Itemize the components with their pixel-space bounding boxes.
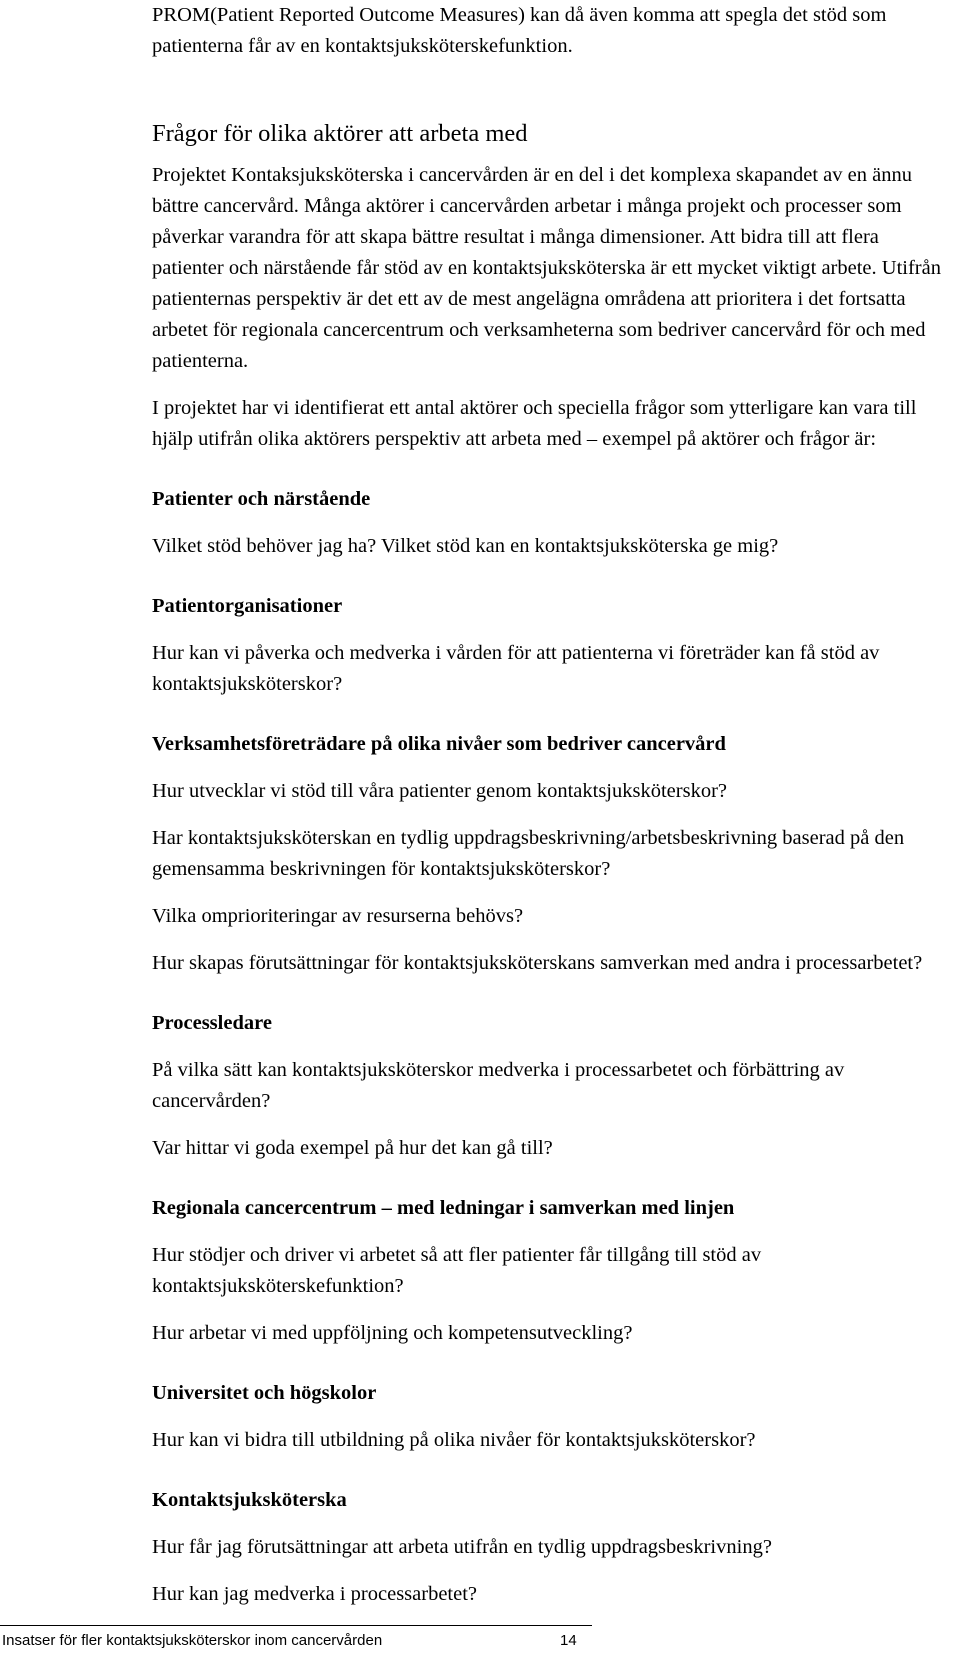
group-regional-cancer-centres <box>152 1193 944 1349</box>
group-question: Hur kan vi påverka och medverka i vården för att patienterna vi företräder kan få stöd av kontaktsjuksköterskor? <box>152 642 880 695</box>
group-heading: Regionala cancercentrum – med ledningar i samverkan med linjen <box>152 1197 735 1219</box>
group-heading: Processledare <box>152 1012 272 1034</box>
group-process-leaders <box>152 1008 944 1164</box>
body-paragraph-1: Projektet Kontaksjuksköterska i cancervården är en del i det komplexa skapandet av en ännu bättre cancervård. Många aktörer i cancervården arbetar i många projekt och processer som påverkar varandra för att skapa bättre resultat i många dimensioner. Att bidra till att flera patienter och närstående får stöd av en kontaktsjuksköterska är ett mycket viktigt arbete. Utifrån patienternas perspektiv är det ett av de mest angelägna områdena att prioritera i det fortsatta arbetet för regionala cancercentrum och verksamheterna som bedriver cancervård för och med patienterna. <box>152 164 941 372</box>
group-question: Hur får jag förutsättningar att arbeta utifrån en tydlig uppdragsbeskrivning? <box>152 1536 772 1558</box>
page-number: 14 <box>560 1632 577 1649</box>
group-heading: Patientorganisationer <box>152 595 343 617</box>
group-question: På vilka sätt kan kontaktsjuksköterskor medverka i processarbetet och förbättring av cancervården? <box>152 1059 845 1112</box>
group-heading: Patienter och närstående <box>152 488 371 510</box>
footer-rule <box>0 1625 592 1626</box>
page-content <box>152 0 944 1626</box>
group-question: Hur utvecklar vi stöd till våra patienter genom kontaktsjuksköterskor? <box>152 780 727 802</box>
footer-title: Insatser för fler kontaktsjuksköterskor inom cancervården <box>2 1632 383 1649</box>
group-question: Hur kan jag medverka i processarbetet? <box>152 1583 478 1605</box>
group-question: Hur arbetar vi med uppföljning och kompetensutveckling? <box>152 1322 633 1344</box>
group-question: Hur stödjer och driver vi arbetet så att fler patienter får tillgång till stöd av kontaktsjuksköterskefunktion? <box>152 1244 762 1297</box>
group-heading: Universitet och högskolor <box>152 1382 377 1404</box>
group-heading: Verksamhetsföreträdare på olika nivåer som bedriver cancervård <box>152 733 726 755</box>
group-question: Hur kan vi bidra till utbildning på olika nivåer för kontaktsjuksköterskor? <box>152 1429 756 1451</box>
group-question: Hur skapas förutsättningar för kontaktsjuksköterskans samverkan med andra i processarbetet? <box>152 952 923 974</box>
group-heading: Kontaktsjuksköterska <box>152 1489 347 1511</box>
section-title: Frågor för olika aktörer att arbeta med <box>152 120 528 147</box>
group-universities <box>152 1378 944 1456</box>
group-question: Vilka omprioriteringar av resurserna behövs? <box>152 905 524 927</box>
group-patients <box>152 484 944 562</box>
group-operations <box>152 729 944 979</box>
group-question: Vilket stöd behöver jag ha? Vilket stöd kan en kontaktsjuksköterska ge mig? <box>152 535 779 557</box>
group-patient-organisations <box>152 591 944 700</box>
group-question: Var hittar vi goda exempel på hur det kan gå till? <box>152 1137 553 1159</box>
group-contact-nurse <box>152 1485 944 1610</box>
group-question: Har kontaktsjuksköterskan en tydlig uppdragsbeskrivning/arbetsbeskrivning baserad på den gemensamma beskrivningen för kontaktsjuksköterskor? <box>152 827 905 880</box>
intro-paragraph: PROM(Patient Reported Outcome Measures) kan då även komma att spegla det stöd som patienterna får av en kontaktsjuksköterskefunktion. <box>152 4 887 57</box>
body-paragraph-2: I projektet har vi identifierat ett antal aktörer och speciella frågor som ytterligare kan vara till hjälp utifrån olika aktörers perspektiv att arbeta med – exempel på aktörer och frågor är: <box>152 397 917 450</box>
